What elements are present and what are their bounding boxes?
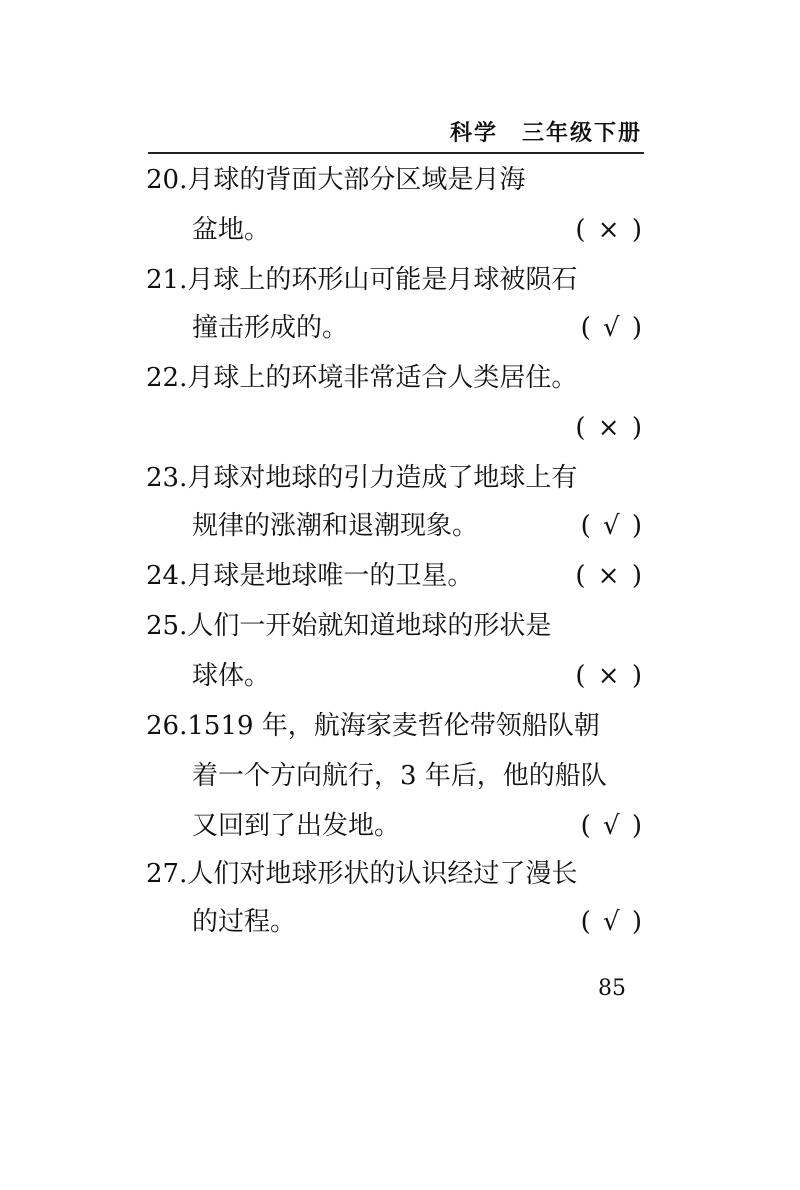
answer-23: ( √ )	[580, 511, 644, 541]
question-23-line-2: 规律的涨潮和退潮现象。	[192, 511, 479, 541]
answer-20: ( × )	[575, 215, 644, 245]
header-title: 科学 三年级下册	[449, 121, 642, 146]
answer-22: ( × )	[575, 413, 644, 443]
question-24-line-1: 24.月球是地球唯一的卫星。	[146, 561, 474, 591]
question-26-line-1: 26.1519 年，航海家麦哲伦带领船队朝	[146, 711, 600, 741]
answer-21: ( √ )	[580, 313, 644, 343]
question-21-line-2: 撞击形成的。	[192, 313, 349, 343]
question-20-line-1: 20.月球的背面大部分区域是月海	[146, 165, 526, 195]
question-27-line-1: 27.人们对地球形状的认识经过了漫长	[146, 859, 578, 889]
answer-24: ( × )	[575, 561, 644, 591]
page-header	[148, 112, 644, 154]
question-22-line-1: 22.月球上的环境非常适合人类居住。	[146, 363, 578, 393]
question-25-line-2: 球体。	[192, 661, 271, 691]
question-23-line-1: 23.月球对地球的引力造成了地球上有	[146, 463, 578, 493]
question-21-line-1: 21.月球上的环形山可能是月球被陨石	[146, 265, 578, 295]
page-number: 85	[598, 976, 626, 1001]
question-26-line-3: 又回到了出发地。	[192, 811, 401, 841]
answer-25: ( × )	[575, 661, 644, 691]
question-27-line-2: 的过程。	[192, 907, 297, 937]
question-25-line-1: 25.人们一开始就知道地球的形状是	[146, 611, 552, 641]
question-20-line-2: 盆地。	[192, 215, 271, 245]
answer-27: ( √ )	[580, 907, 644, 937]
answer-26: ( √ )	[580, 811, 644, 841]
question-26-line-2: 着一个方向航行，3 年后，他的船队	[192, 761, 607, 791]
